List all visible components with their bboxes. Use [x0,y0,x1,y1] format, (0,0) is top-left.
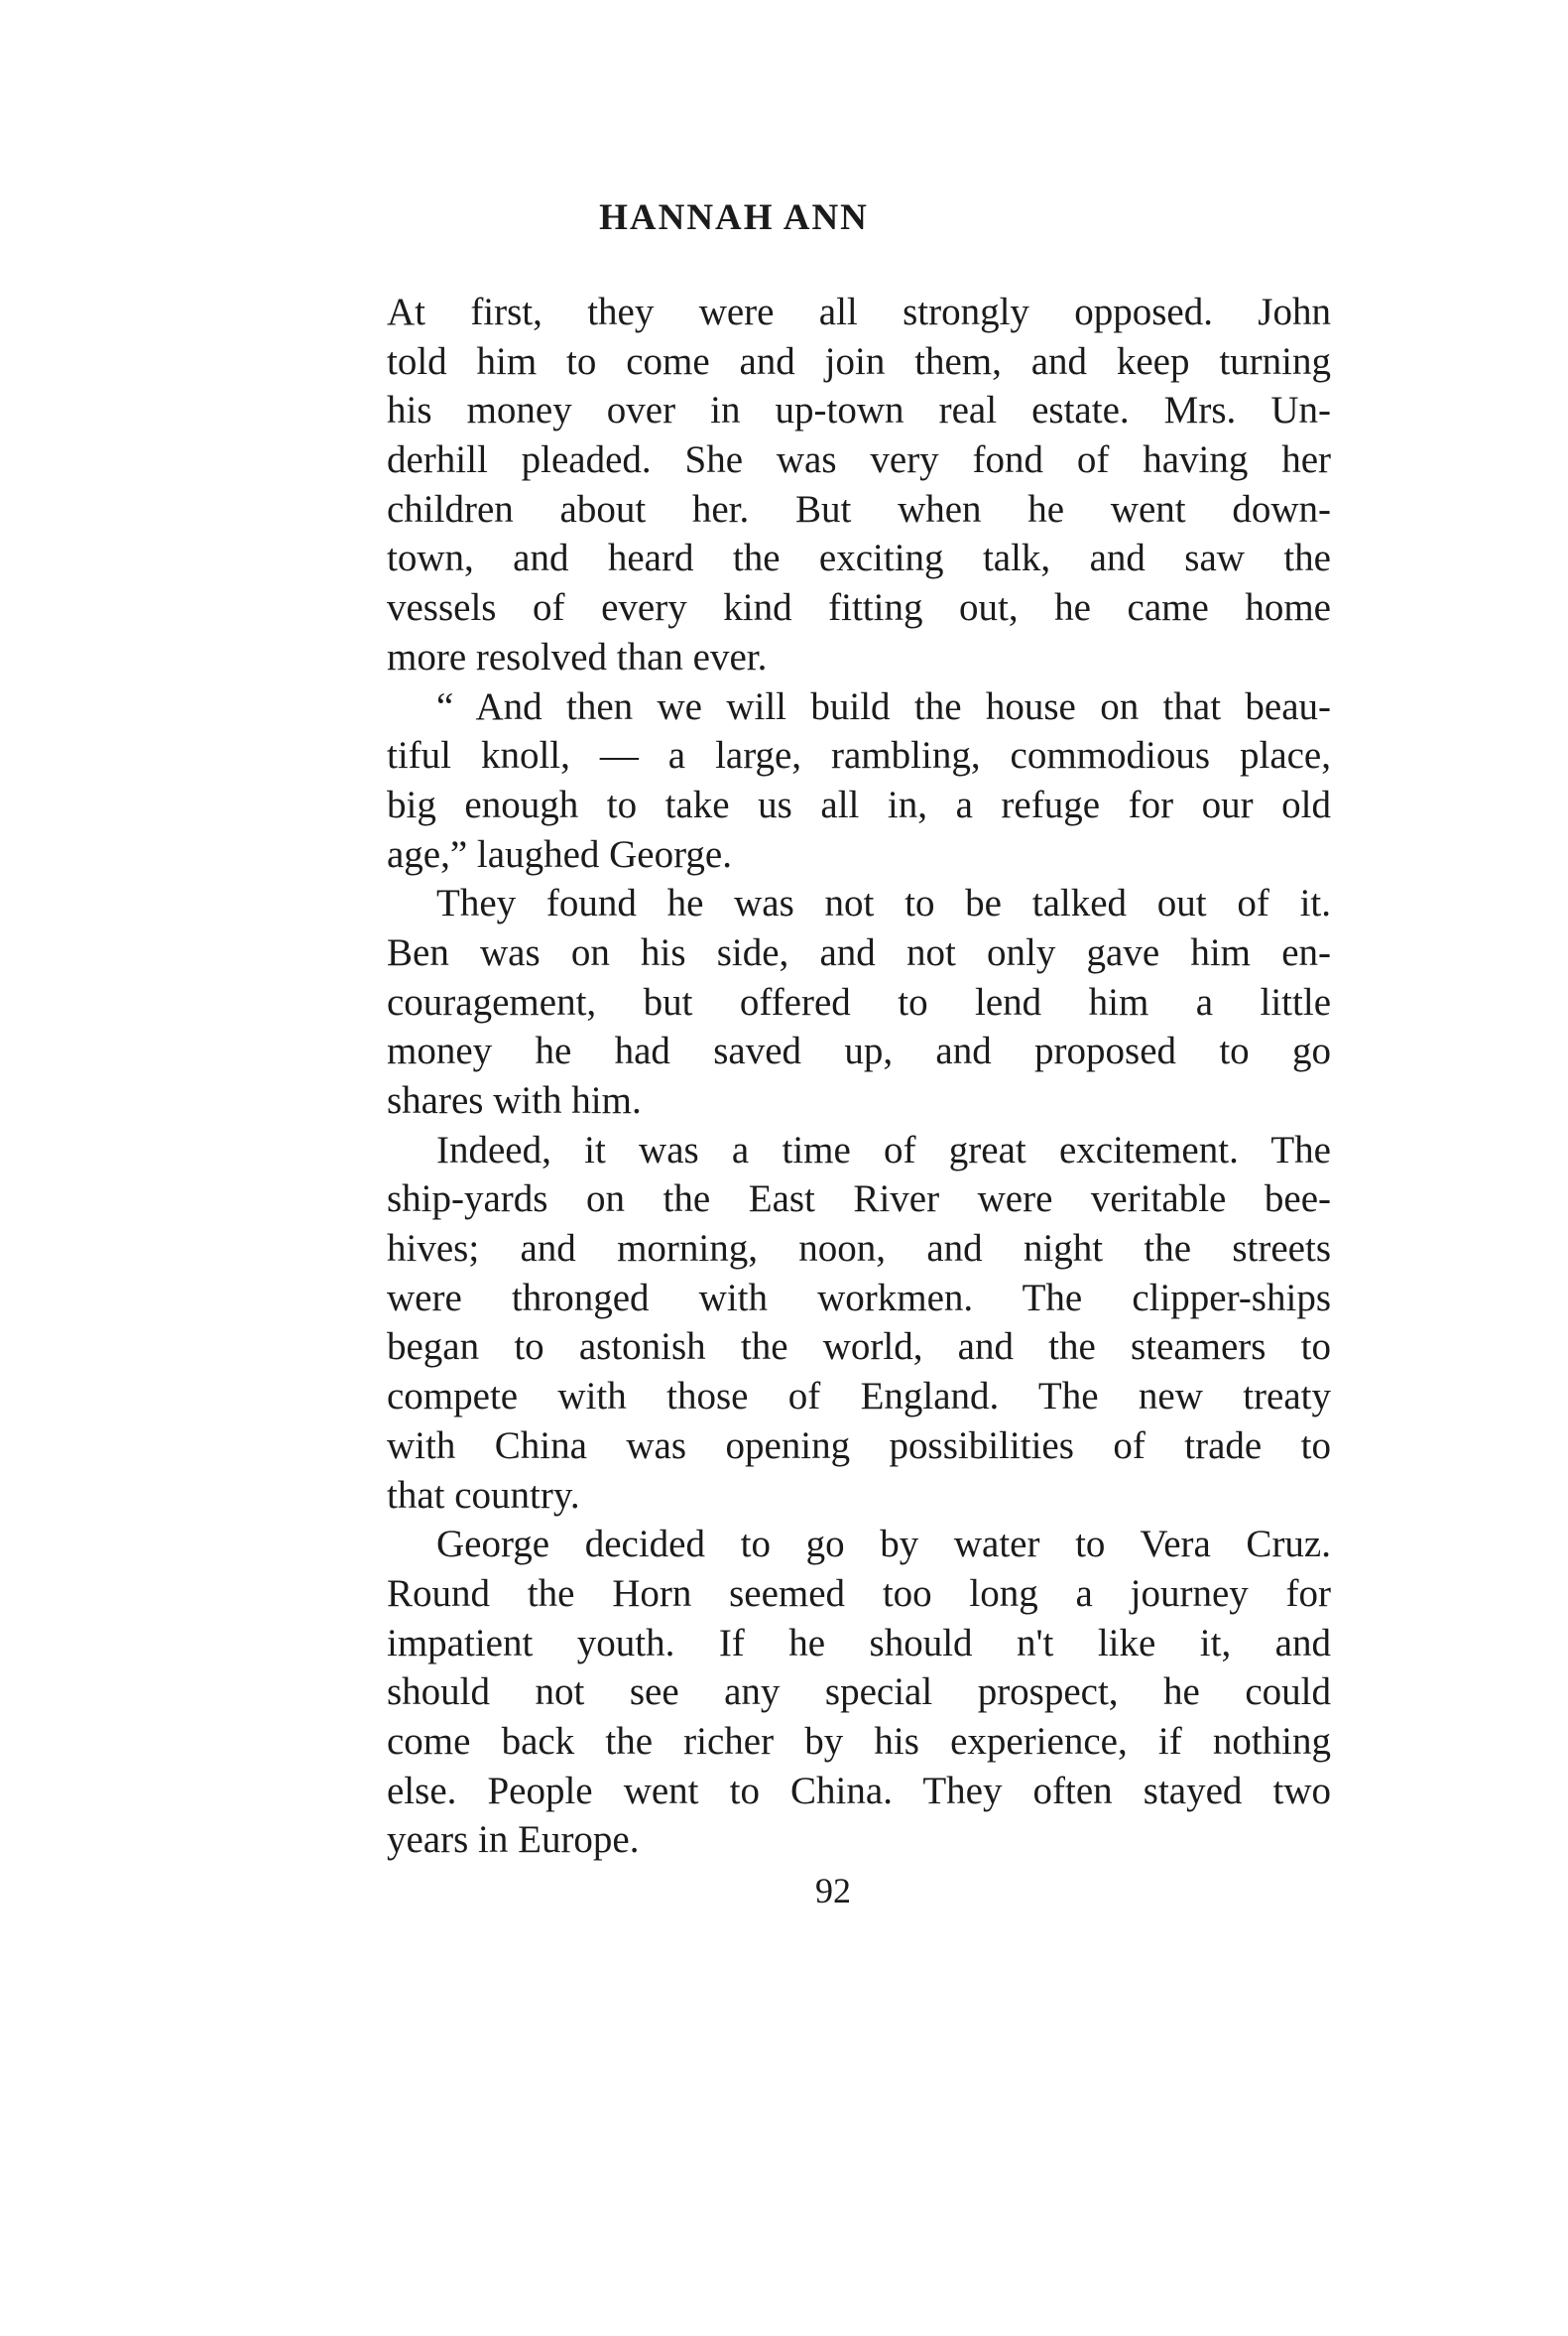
text-line: should not see any special prospect, he could [387,1670,1331,1714]
text-line: age,” laughed George. [387,832,732,876]
text-line: Ben was on his side, and not only gave him en- [387,930,1331,974]
text-line: with China was opening possibilities of trade to [387,1423,1331,1467]
page-number: 92 [815,1871,851,1910]
body-text [387,288,1331,1865]
text-line: compete with those of England. The new treaty [387,1375,1331,1418]
text-line: began to astonish the world, and the steamers to [387,1325,1331,1369]
paragraph [387,1520,1331,1865]
running-head: HANNAH ANN [599,197,869,238]
paragraph [387,879,1331,1125]
text-line: tiful knoll, — a large, rambling, commodious place, [387,734,1331,778]
text-line: Indeed, it was a time of great excitement. The [436,1128,1331,1171]
text-line: George decided to go by water to Vera Cruz. [436,1523,1331,1566]
text-line: shares with him. [387,1079,642,1122]
text-line: “ And then we will build the house on that beau- [436,684,1331,728]
text-line: Round the Horn seemed too long a journey for [387,1571,1331,1615]
text-line: ship-yards on the East River were veritable bee- [387,1177,1331,1221]
text-line: impatient youth. If he should n't like it, and [387,1621,1331,1664]
text-line: At first, they were all strongly opposed. John [387,291,1331,333]
text-line: years in Europe. [387,1818,640,1862]
text-line: town, and heard the exciting talk, and saw the [387,537,1331,580]
text-line: that country. [387,1473,580,1517]
text-line: told him to come and join them, and keep turning [387,339,1331,383]
text-line: hives; and morning, noon, and night the streets [387,1227,1331,1271]
text-line: derhill pleaded. She was very fond of having her [387,438,1331,482]
text-line: money he had saved up, and proposed to go [387,1030,1331,1073]
text-line: big enough to take us all in, a refuge for our old [387,783,1331,826]
text-line: his money over in up-town real estate. Mrs. Un- [387,389,1331,432]
text-line: children about her. But when he went down- [387,487,1331,531]
text-line: vessels of every kind fitting out, he came home [387,586,1331,630]
paragraph [387,288,1331,682]
text-line: more resolved than ever. [387,635,768,678]
text-line: couragement, but offered to lend him a little [387,980,1331,1024]
text-line: else. People went to China. They often stayed two [387,1769,1331,1812]
text-line: They found he was not to be talked out of it. [436,882,1331,925]
text-line: were thronged with workmen. The clipper-ships [387,1276,1331,1319]
text-line: come back the richer by his experience, if nothing [387,1719,1331,1763]
paragraph [387,682,1331,880]
paragraph [387,1126,1331,1521]
